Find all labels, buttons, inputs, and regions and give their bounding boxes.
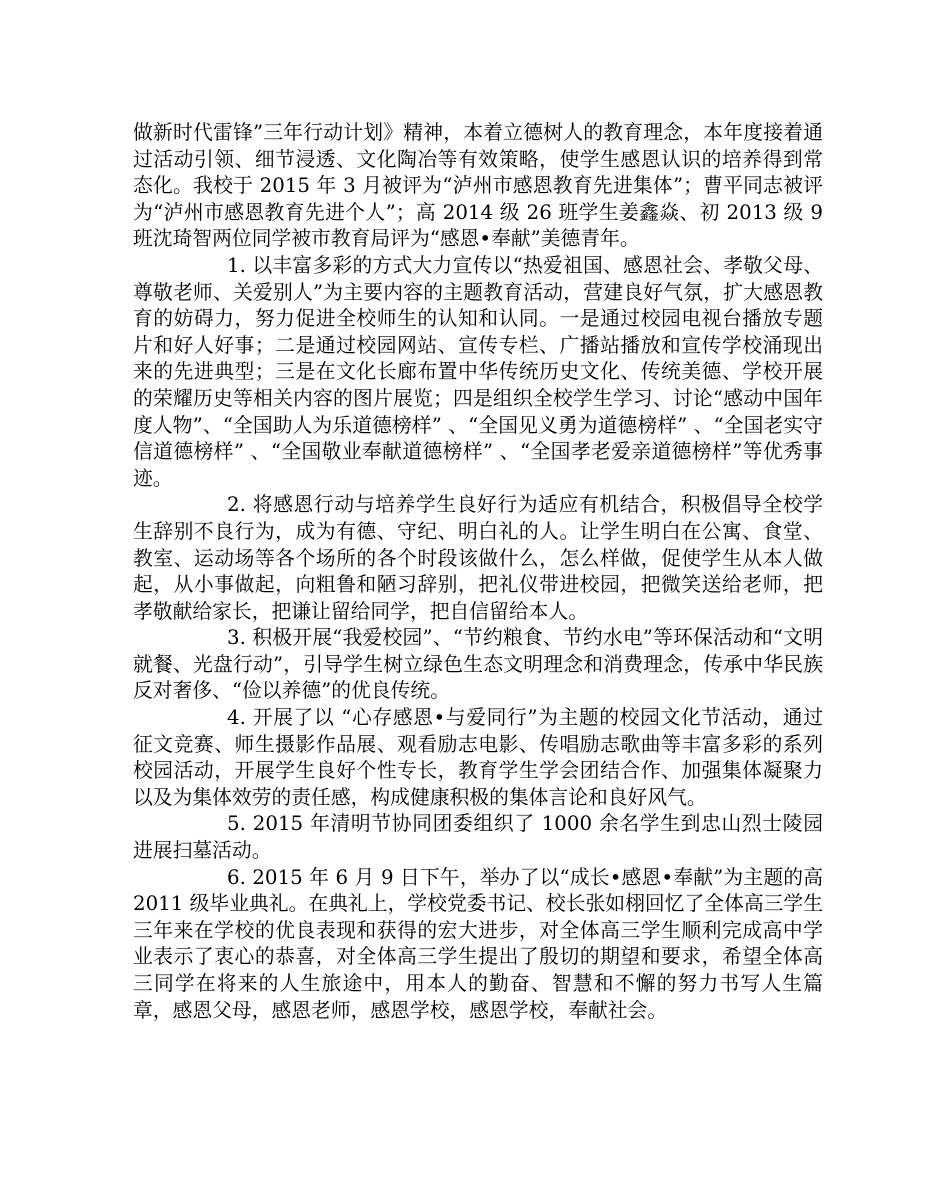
paragraph-item-6: 6. 2015 年 6 月 9 日下午，举办了以“成长•感恩•奉献”为主题的高 2011 级毕业典礼。在典礼上，学校党委书记、校长张如栩回忆了全体高三学生三年来在学校的优良表现和获得的宏大进步，对全体高三学生顺利完成高中学业表示了衷心的恭喜，对全体高三学生提出了殷切的期望和要求，希望全体高三同学在将来的人生旅途中，用本人的勤奋、智慧和不懈的努力书写人生篇章，感恩父母，感恩老师，感恩学校，感恩学校，奉献社会。	[133, 865, 823, 1022]
paragraph-item-1: 1. 以丰富多彩的方式大力宣传以“热爱祖国、感恩社会、孝敬父母、尊敬老师、关爱别人”为主要内容的主题教育活动，营建良好气氛，扩大感恩教育的妨碍力，努力促进全校师生的认知和认同。一是通过校园电视台播放专题片和好人好事；二是通过校园网站、宣传专栏、广播站播放和宣传学校涌现出来的先进典型；三是在文化长廊布置中华传统历史文化、传统美德、学校开展的荣耀历史等相关内容的图片展览；四是组织全校学生学习、讨论“感动中国年度人物”、“全国助人为乐道德榜样” 、“全国见义勇为道德榜样” 、“全国老实守信道德榜样” 、“全国敬业奉献道德榜样” 、“全国孝老爱亲道德榜样”等优秀事迹。	[133, 253, 823, 490]
paragraph-intro: 做新时代雷锋”三年行动计划》精神，本着立德树人的教育理念，本年度接着通过活动引领、细节浸透、文化陶冶等有效策略，使学生感恩认识的培养得到常态化。我校于 2015 年 3 月被评为“泸州市感恩教育先进集体”；曹平同志被评为“泸州市感恩教育先进个人”；高 2014 级 26 班学生姜鑫焱、初 2013 级 9 班沈琦智两位同学被市教育局评为“感恩•奉献”美德青年。	[133, 121, 823, 251]
paragraph-item-4: 4. 开展了以 “心存感恩•与爱同行”为主题的校园文化节活动，通过征文竞赛、师生摄影作品展、观看励志电影、传唱励志歌曲等丰富多彩的系列校园活动，开展学生良好个性专长，教育学生学会团结合作、加强集体凝聚力以及为集体效劳的责任感，构成健康积极的集体言论和良好风气。	[133, 706, 823, 809]
paragraph-item-2: 2. 将感恩行动与培养学生良好行为适应有机结合，积极倡导全校学生辞别不良行为，成为有德、守纪、明白礼的人。让学生明白在公寓、食堂、教室、运动场等各个场所的各个时段该做什么，怎么样做，促使学生从本人做起，从小事做起，向粗鲁和陋习辞别，把礼仪带进校园，把微笑送给老师，把孝敬献给家长，把谦让留给同学，把自信留给本人。	[133, 493, 823, 623]
paragraph-item-3: 3. 积极开展“我爱校园”、“节约粮食、节约水电”等环保活动和“文明就餐、光盘行动”，引导学生树立绿色生态文明理念和消费理念，传承中华民族反对奢侈、“俭以养德”的优良传统。	[133, 626, 823, 703]
document-page	[133, 120, 823, 1024]
paragraph-item-5: 5. 2015 年清明节协同团委组织了 1000 余名学生到忠山烈士陵园进展扫墓活动。	[133, 812, 823, 863]
